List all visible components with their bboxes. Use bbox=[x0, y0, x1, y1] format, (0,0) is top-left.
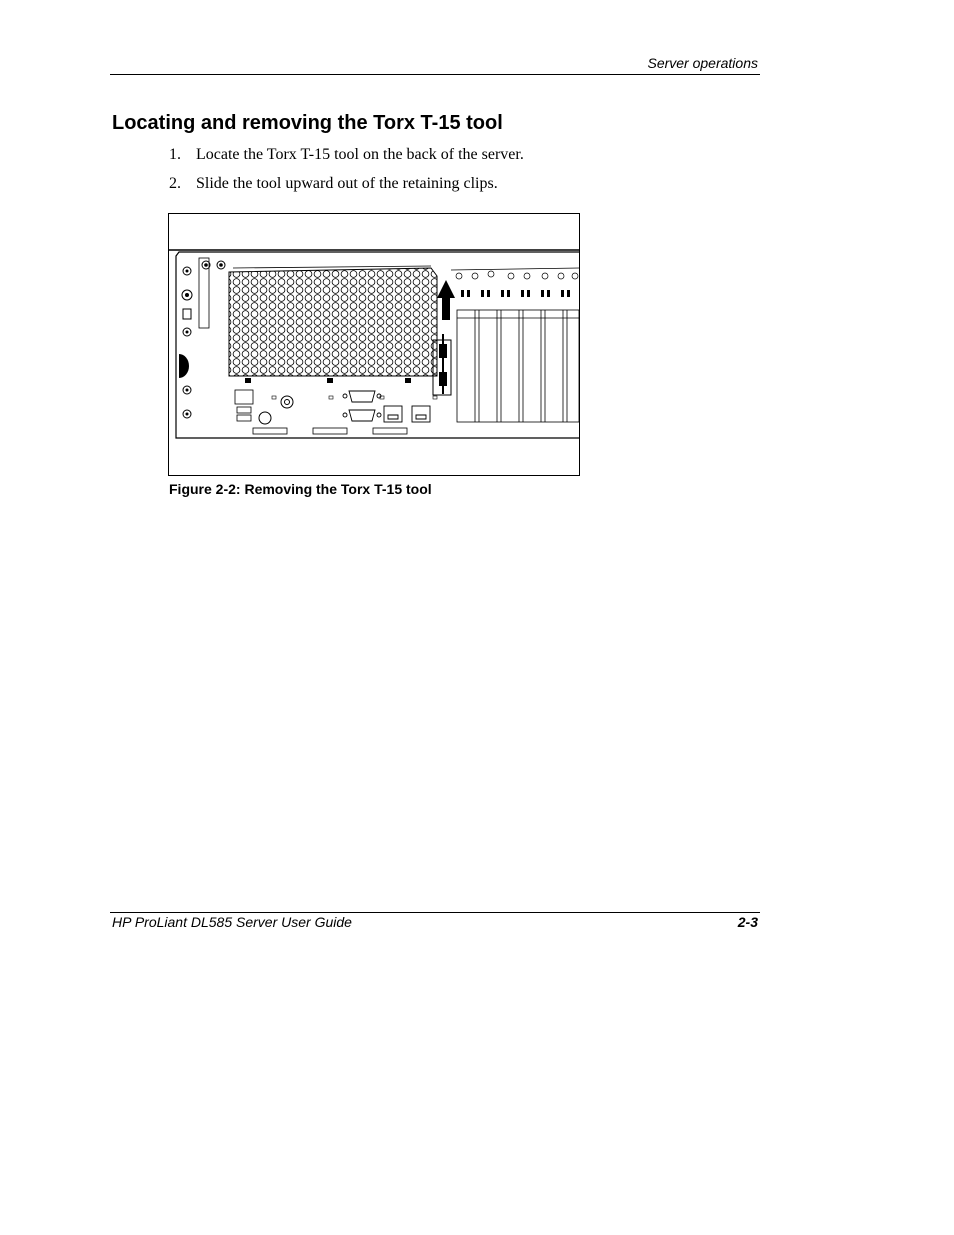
figure-caption: Figure 2-2: Removing the Torx T-15 tool bbox=[169, 481, 432, 497]
footer-page-number: 2-3 bbox=[737, 914, 758, 930]
footer-document-title: HP ProLiant DL585 Server User Guide bbox=[112, 914, 352, 930]
step-text: Locate the Torx T-15 tool on the back of the server. bbox=[196, 146, 524, 163]
list-item bbox=[169, 175, 498, 193]
usb-port-icon bbox=[235, 390, 253, 421]
step-number: 1. bbox=[169, 146, 181, 163]
server-rear-illustration bbox=[169, 214, 579, 475]
arrow-up-icon bbox=[437, 280, 455, 320]
step-text: Slide the tool upward out of the retaining clips. bbox=[196, 175, 498, 192]
list-item bbox=[169, 146, 524, 164]
figure-server-rear bbox=[168, 213, 580, 476]
header-divider bbox=[110, 74, 760, 75]
header-section-title: Server operations bbox=[647, 55, 758, 71]
section-heading: Locating and removing the Torx T-15 tool bbox=[112, 112, 503, 134]
screw-icon bbox=[182, 267, 192, 418]
vga-port-icon bbox=[343, 391, 381, 421]
footer-divider bbox=[110, 912, 760, 913]
step-number: 2. bbox=[169, 175, 181, 192]
network-port-icon bbox=[384, 406, 430, 422]
